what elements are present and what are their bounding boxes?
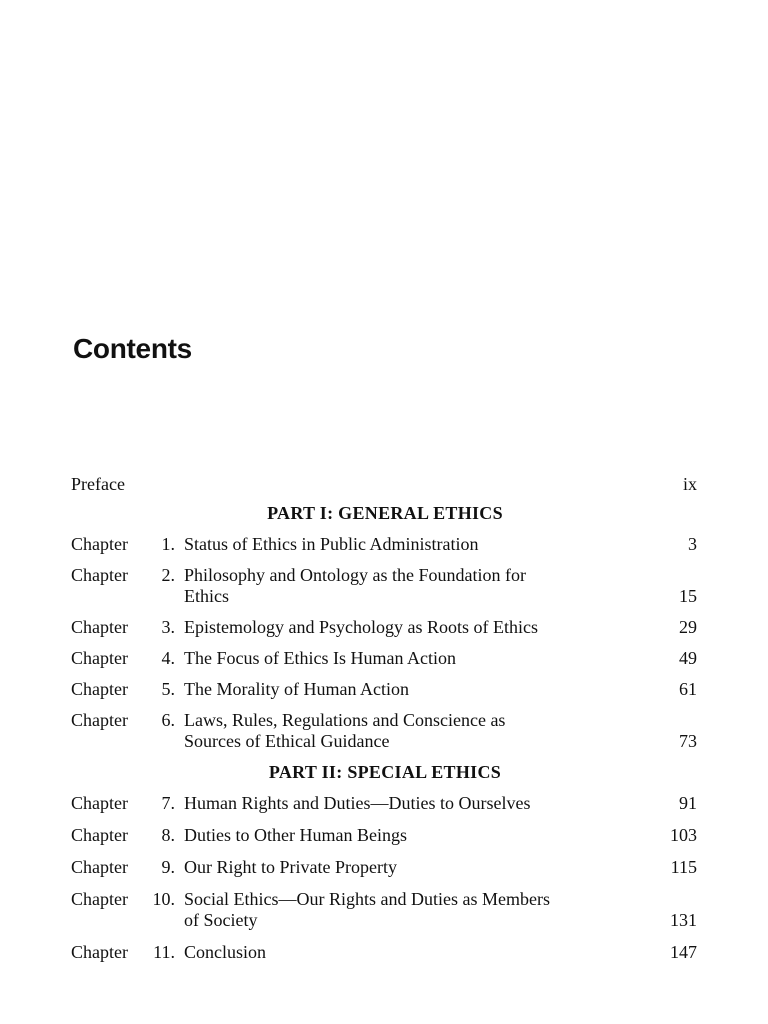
- chapter-word: Chapter: [71, 534, 128, 554]
- chapter-word: Chapter: [71, 679, 128, 699]
- chapter-number: 6.: [161, 710, 175, 730]
- chapter-word: Chapter: [71, 857, 128, 877]
- chapter-title: Duties to Other Human Beings: [184, 825, 407, 845]
- chapter-page: 15: [679, 586, 697, 606]
- chapter-title: Our Right to Private Property: [184, 857, 397, 877]
- chapter-number: 11.: [153, 942, 175, 962]
- chapter-number: 7.: [161, 793, 175, 813]
- part-heading: PART II: SPECIAL ETHICS: [268, 762, 502, 782]
- chapter-title: Human Rights and Duties—Duties to Ourselves: [184, 793, 531, 813]
- chapter-title-continued: Sources of Ethical Guidance: [184, 731, 390, 751]
- chapter-number: 4.: [161, 648, 175, 668]
- chapter-title: The Focus of Ethics Is Human Action: [184, 648, 456, 668]
- chapter-number: 2.: [161, 565, 175, 585]
- chapter-page: 115: [670, 857, 697, 877]
- chapter-number: 8.: [161, 825, 175, 845]
- chapter-page: 91: [679, 793, 697, 813]
- chapter-number: 1.: [161, 534, 175, 554]
- chapter-page: 3: [688, 534, 697, 554]
- chapter-page: 61: [679, 679, 697, 699]
- chapter-word: Chapter: [71, 617, 128, 637]
- page-title: Contents: [73, 333, 192, 364]
- chapter-page: 147: [670, 942, 697, 962]
- chapter-number: 9.: [161, 857, 175, 877]
- chapter-page: 29: [679, 617, 697, 637]
- chapter-title: Status of Ethics in Public Administration: [184, 534, 479, 554]
- preface-label: Preface: [71, 474, 125, 494]
- chapter-word: Chapter: [71, 889, 128, 909]
- chapter-page: 103: [670, 825, 697, 845]
- chapter-page: 131: [670, 910, 697, 930]
- chapter-word: Chapter: [71, 710, 128, 730]
- chapter-title: Social Ethics—Our Rights and Duties as Members: [184, 889, 550, 909]
- chapter-number: 3.: [161, 617, 175, 637]
- chapter-title-continued: Ethics: [184, 586, 229, 606]
- part-heading: PART I: GENERAL ETHICS: [267, 503, 503, 523]
- chapter-page: 73: [679, 731, 697, 751]
- chapter-title: The Morality of Human Action: [184, 679, 409, 699]
- chapter-word: Chapter: [71, 942, 128, 962]
- chapter-title: Epistemology and Psychology as Roots of Ethics: [184, 617, 538, 637]
- chapter-title-continued: of Society: [184, 910, 258, 930]
- chapter-title: Conclusion: [184, 942, 267, 962]
- chapter-word: Chapter: [71, 825, 128, 845]
- chapter-number: 10.: [152, 889, 175, 909]
- chapter-word: Chapter: [71, 793, 128, 813]
- preface-page: ix: [682, 474, 697, 494]
- chapter-word: Chapter: [71, 565, 128, 585]
- chapter-title: Philosophy and Ontology as the Foundation for: [184, 565, 526, 585]
- chapter-title: Laws, Rules, Regulations and Conscience as: [184, 710, 506, 730]
- chapter-word: Chapter: [71, 648, 128, 668]
- chapter-number: 5.: [161, 679, 175, 699]
- chapter-page: 49: [679, 648, 697, 668]
